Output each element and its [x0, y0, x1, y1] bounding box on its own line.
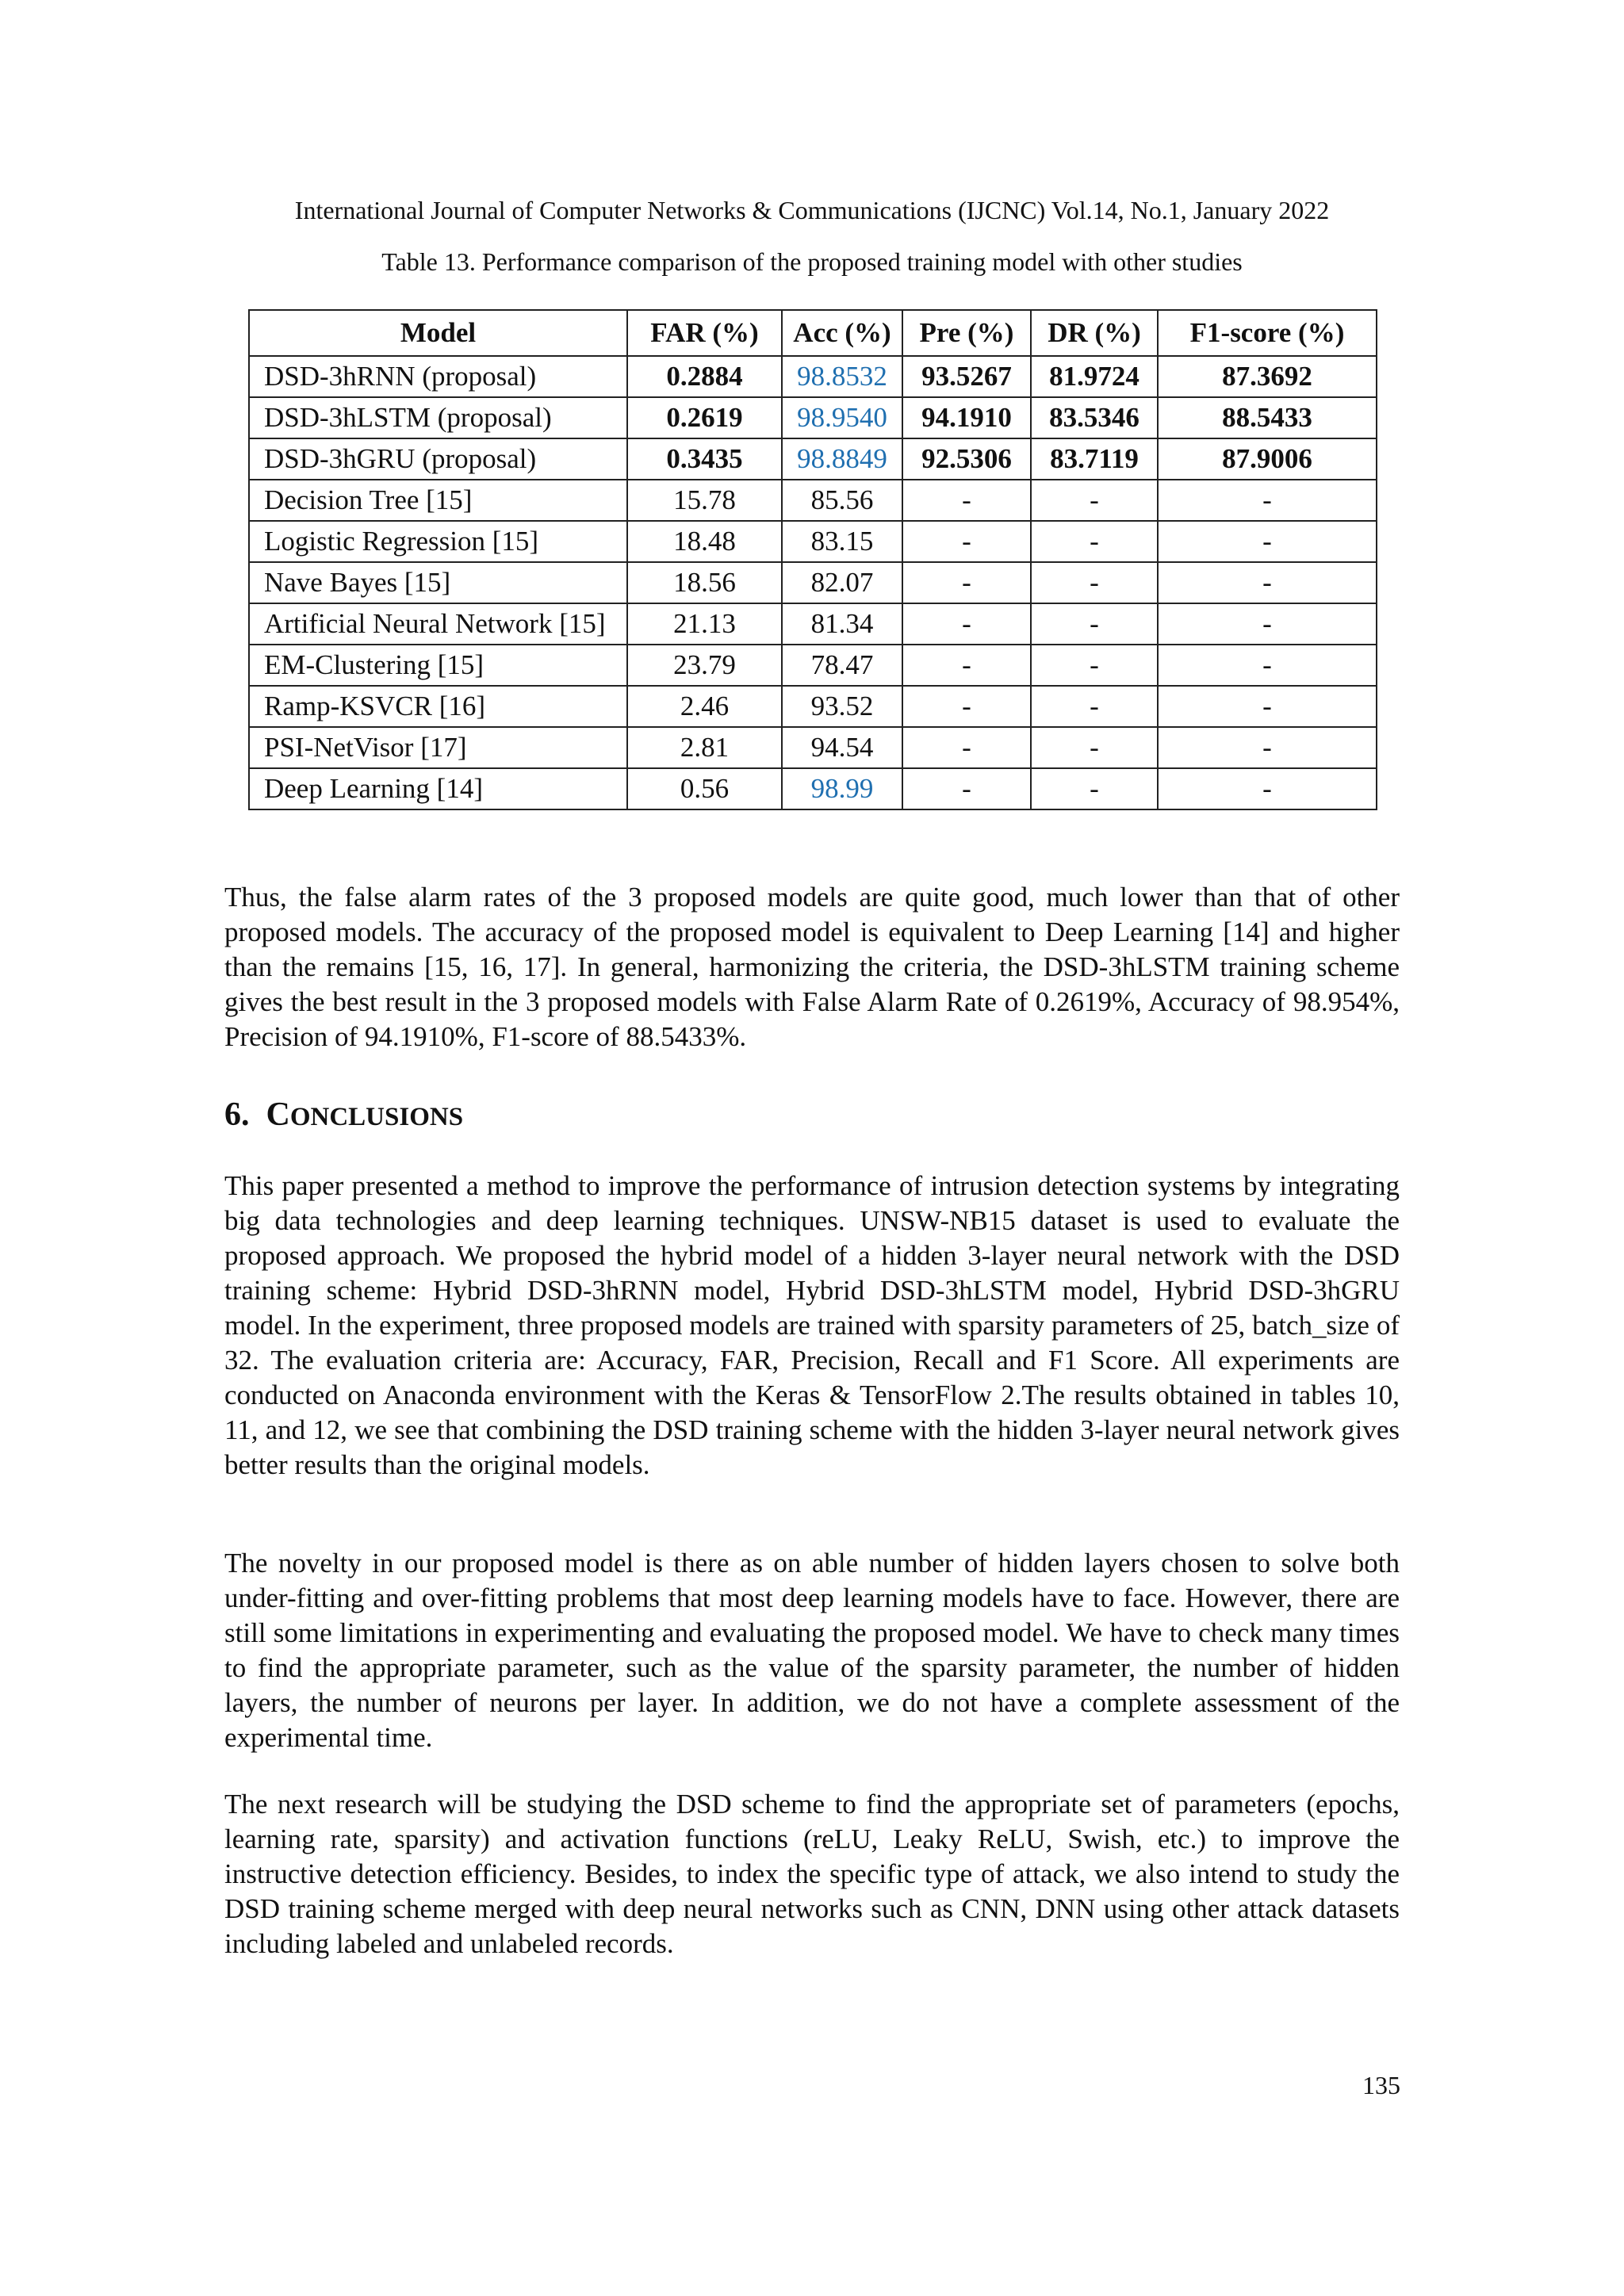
table-row	[249, 562, 1377, 603]
f1-cell: -	[1158, 480, 1377, 521]
column-header-model: Model	[249, 310, 627, 356]
far-cell: 0.2619	[627, 397, 782, 438]
section-title-initial: C	[266, 1096, 290, 1133]
far-cell: 0.56	[627, 768, 782, 809]
column-header-far: FAR (%)	[627, 310, 782, 356]
discussion-paragraph: Thus, the false alarm rates of the 3 proposed models are quite good, much lower than that of other proposed models. The accuracy of the proposed model is equivalent to Deep Learning [14] and higher than the remains [15, 16, 17]. In general, harmonizing the criteria, the DSD-3hLSTM training scheme gives the best result in the 3 proposed models with False Alarm Rate of 0.2619%, Accuracy of 98.954%, Precision of 94.1910%, F1-score of 88.5433%.	[224, 882, 1400, 1052]
acc-cell: 93.52	[782, 686, 902, 727]
column-header-acc: Acc (%)	[782, 310, 902, 356]
far-cell: 23.79	[627, 645, 782, 686]
acc-cell: 82.07	[782, 562, 902, 603]
f1-cell: 87.9006	[1158, 438, 1377, 480]
table-row	[249, 686, 1377, 727]
conclusion-paragraph-1: This paper presented a method to improve the performance of intrusion detection systems by integrating big data technologies and deep learning techniques. UNSW-NB15 dataset is used to evaluate the proposed approach. We proposed the hybrid model of a hidden 3-layer neural network with the DSD training scheme: Hybrid DSD-3hRNN model, Hybrid DSD-3hLSTM model, Hybrid DSD-3hGRU model. In the experiment, three proposed models are trained with sparsity parameters of 25, batch_size of 32. The evaluation criteria are: Accuracy, FAR, Precision, Recall and F1 Score. All experiments are conducted on Anaconda environment with the Keras & TensorFlow 2.The results obtained in tables 10, 11, and 12, we see that combining the DSD training scheme with the hidden 3-layer neural network gives better results than the original models.	[224, 1170, 1400, 1480]
acc-cell: 78.47	[782, 645, 902, 686]
model-cell: Decision Tree [15]	[249, 480, 627, 521]
column-header-dr: DR (%)	[1031, 310, 1158, 356]
model-cell: DSD-3hLSTM (proposal)	[249, 397, 627, 438]
far-cell: 2.46	[627, 686, 782, 727]
model-cell: Nave Bayes [15]	[249, 562, 627, 603]
pre-cell: -	[902, 686, 1031, 727]
f1-cell: 88.5433	[1158, 397, 1377, 438]
page-number: 135	[1362, 2071, 1400, 2099]
far-cell: 18.56	[627, 562, 782, 603]
model-cell: Ramp-KSVCR [16]	[249, 686, 627, 727]
dr-cell: 81.9724	[1031, 356, 1158, 397]
pre-cell: -	[902, 562, 1031, 603]
model-cell: Artificial Neural Network [15]	[249, 603, 627, 645]
dr-cell: 83.7119	[1031, 438, 1158, 480]
acc-cell: 81.34	[782, 603, 902, 645]
acc-cell: 98.9540	[782, 397, 902, 438]
pre-cell: 94.1910	[902, 397, 1031, 438]
table-row	[249, 438, 1377, 480]
f1-cell: -	[1158, 645, 1377, 686]
dr-cell: -	[1031, 686, 1158, 727]
pre-cell: 92.5306	[902, 438, 1031, 480]
model-cell: EM-Clustering [15]	[249, 645, 627, 686]
section-title-rest: ONCLUSIONS	[289, 1103, 464, 1131]
pre-cell: -	[902, 480, 1031, 521]
pre-cell: -	[902, 768, 1031, 809]
pre-cell: -	[902, 645, 1031, 686]
f1-cell: -	[1158, 686, 1377, 727]
pre-cell: -	[902, 603, 1031, 645]
far-cell: 0.2884	[627, 356, 782, 397]
acc-cell: 94.54	[782, 727, 902, 768]
table-row	[249, 727, 1377, 768]
table-caption: Table 13. Performance comparison of the proposed training model with other studies	[381, 247, 1243, 276]
far-cell: 15.78	[627, 480, 782, 521]
pre-cell: 93.5267	[902, 356, 1031, 397]
conclusion-paragraph-3: The next research will be studying the DSD scheme to find the appropriate set of parameters (epochs, learning rate, sparsity) and activation functions (reLU, Leaky ReLU, Swish, etc.) to improve the instructive detection efficiency. Besides, to index the specific type of attack, we also intend to study the DSD training scheme merged with deep neural networks such as CNN, DNN using other attack datasets including labeled and unlabeled records.	[224, 1789, 1400, 1959]
far-cell: 18.48	[627, 521, 782, 562]
dr-cell: -	[1031, 562, 1158, 603]
f1-cell: -	[1158, 603, 1377, 645]
acc-cell: 83.15	[782, 521, 902, 562]
pre-cell: -	[902, 521, 1031, 562]
table-row	[249, 480, 1377, 521]
dr-cell: -	[1031, 603, 1158, 645]
column-header-pre: Pre (%)	[902, 310, 1031, 356]
table-row	[249, 603, 1377, 645]
f1-cell: 87.3692	[1158, 356, 1377, 397]
f1-cell: -	[1158, 562, 1377, 603]
section-number: 6.	[224, 1096, 250, 1133]
model-cell: PSI-NetVisor [17]	[249, 727, 627, 768]
dr-cell: -	[1031, 768, 1158, 809]
far-cell: 2.81	[627, 727, 782, 768]
pre-cell: -	[902, 727, 1031, 768]
dr-cell: -	[1031, 727, 1158, 768]
acc-cell: 85.56	[782, 480, 902, 521]
table-header-row	[249, 310, 1377, 356]
dr-cell: -	[1031, 480, 1158, 521]
table-row	[249, 397, 1377, 438]
performance-comparison-table	[248, 309, 1377, 810]
table-row	[249, 768, 1377, 809]
f1-cell: -	[1158, 768, 1377, 809]
acc-cell: 98.99	[782, 768, 902, 809]
table-row	[249, 356, 1377, 397]
table-row	[249, 645, 1377, 686]
journal-header: International Journal of Computer Networks & Communications (IJCNC) Vol.14, No.1, January 2022	[294, 196, 1330, 224]
conclusion-paragraph-2: The novelty in our proposed model is there as on able number of hidden layers chosen to solve both under-fitting and over-fitting problems that most deep learning models have to face. However, there are still some limitations in experimenting and evaluating the proposed model. We have to check many times to find the appropriate parameter, such as the value of the sparsity parameter, the number of hidden layers, the number of neurons per layer. In addition, we do not have a complete assessment of the experimental time.	[224, 1548, 1400, 1753]
model-cell: DSD-3hGRU (proposal)	[249, 438, 627, 480]
far-cell: 21.13	[627, 603, 782, 645]
table-row	[249, 521, 1377, 562]
dr-cell: -	[1031, 645, 1158, 686]
model-cell: DSD-3hRNN (proposal)	[249, 356, 627, 397]
dr-cell: -	[1031, 521, 1158, 562]
column-header-f1: F1-score (%)	[1158, 310, 1377, 356]
dr-cell: 83.5346	[1031, 397, 1158, 438]
far-cell: 0.3435	[627, 438, 782, 480]
f1-cell: -	[1158, 727, 1377, 768]
f1-cell: -	[1158, 521, 1377, 562]
acc-cell: 98.8849	[782, 438, 902, 480]
model-cell: Deep Learning [14]	[249, 768, 627, 809]
acc-cell: 98.8532	[782, 356, 902, 397]
model-cell: Logistic Regression [15]	[249, 521, 627, 562]
section-heading-conclusions	[224, 1094, 463, 1138]
